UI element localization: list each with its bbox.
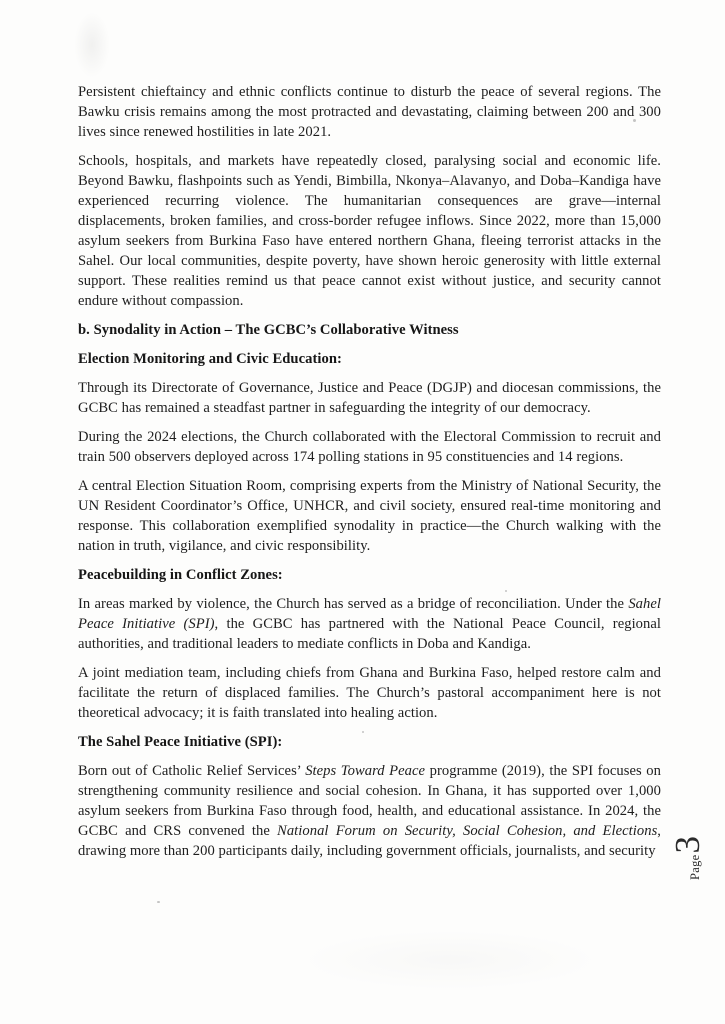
scan-speck (157, 901, 160, 903)
heading-peacebuilding-conflict-zones: Peacebuilding in Conflict Zones: (78, 567, 283, 583)
heading-sahel-peace-initiative: The Sahel Peace Initiative (SPI): (78, 734, 283, 750)
scan-smudge (74, 12, 110, 78)
page-number-marker (670, 816, 714, 900)
paragraph-bridge-of-reconciliation: In areas marked by violence, the Church has served as a bridge of reconciliation. Under the Sahel Peace Initiative (SPI), the GCBC has partnered with the National Peace Council, regional authorities, and traditional leaders to mediate conflicts in Doba and Kandiga. (78, 596, 661, 652)
paragraph-humanitarian-consequences: Schools, hospitals, and markets have repeatedly closed, paralysing social and economic life. Beyond Bawku, flashpoints such as Yendi, Bimbilla, Nkonya–Alavanyo, and Doba–Kandiga have experienced recurring violence. The humanitarian consequences are grave—internal displacements, broken families, and cross-border refugee inflows. Since 2022, more than 15,000 asylum seekers from Burkina Faso have entered northern Ghana, fleeing terrorist attacks in the Sahel. Our local communities, despite poverty, have shown heroic generosity with little external support. These realities remind us that peace cannot exist without justice, and security cannot endure without compassion. (78, 153, 661, 309)
paragraph-spi-origin-forum: Born out of Catholic Relief Services’ Steps Toward Peace programme (2019), the SPI focuses on strengthening community resilience and social cohesion. In Ghana, it has supported over 1,000 asylum seekers from Burkina Faso through food, health, and educational assistance. In 2024, the GCBC and CRS convened the National Forum on Security, Social Cohesion, and Elections, drawing more than 200 participants daily, including government officials, journalists, and security (78, 763, 662, 859)
document-body (78, 82, 661, 870)
heading-synodality-in-action: b. Synodality in Action – The GCBC’s Collaborative Witness (78, 322, 459, 338)
page-number-value: 3 (668, 836, 707, 854)
paragraph-chieftaincy-conflicts: Persistent chieftaincy and ethnic conflicts continue to disturb the peace of several regions. The Bawku crisis remains among the most protracted and devastating, claiming between 200 and 300 lives since renewed hostilities in late 2021. (78, 84, 661, 140)
paragraph-dgjp-democracy: Through its Directorate of Governance, Justice and Peace (DGJP) and diocesan commissions, the GCBC has remained a steadfast partner in safeguarding the integrity of our democracy. (78, 380, 661, 416)
paragraph-election-situation-room: A central Election Situation Room, comprising experts from the Ministry of National Security, the UN Resident Coordinator’s Office, UNHCR, and civil society, ensured real-time monitoring and response. This collaboration exemplified synodality in practice—the Church walking with the nation in truth, vigilance, and civic responsibility. (78, 478, 661, 554)
heading-election-monitoring: Election Monitoring and Civic Education: (78, 351, 342, 367)
paragraph-2024-elections-observers: During the 2024 elections, the Church collaborated with the Electoral Commission to recruit and train 500 observers deployed across 174 polling stations in 95 constituencies and 14 regions. (78, 429, 661, 465)
paragraph-joint-mediation-team: A joint mediation team, including chiefs from Ghana and Burkina Faso, helped restore calm and facilitate the return of displaced families. The Church’s pastoral accompaniment here is not theoretical advocacy; it is faith translated into healing action. (78, 665, 661, 721)
scan-smudge-bottom (300, 930, 600, 990)
page-number-label: Page (688, 854, 702, 880)
